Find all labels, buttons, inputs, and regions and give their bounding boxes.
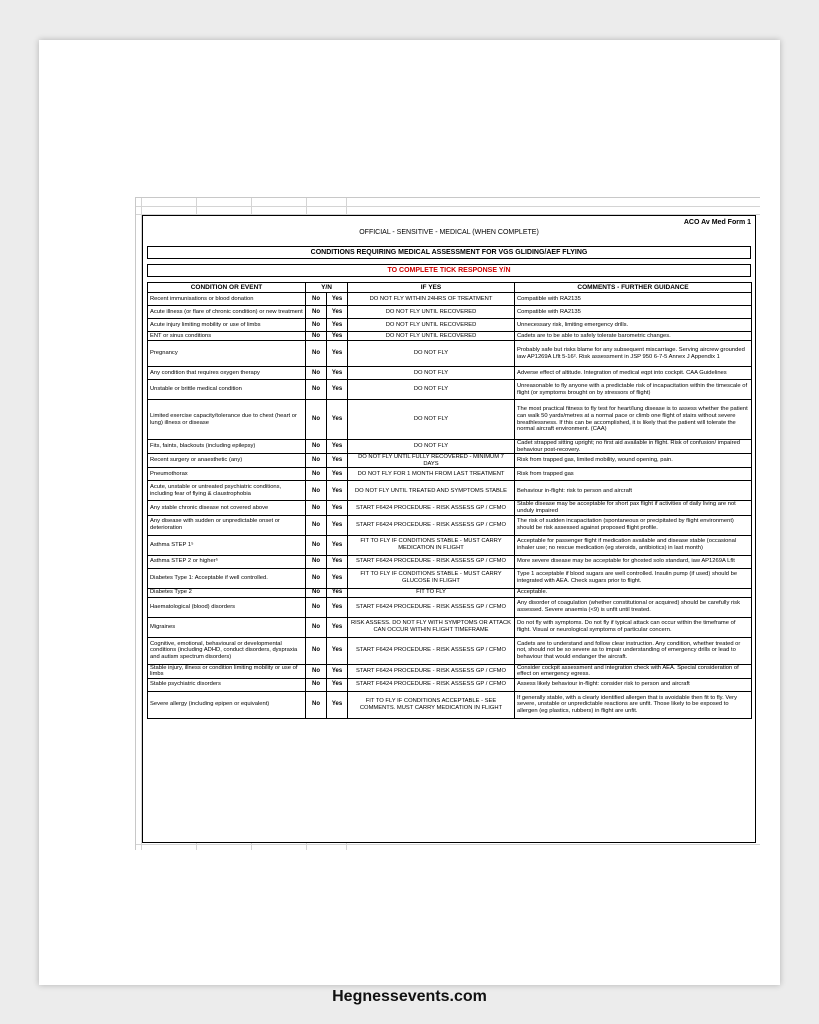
classification-label: OFFICIAL - SENSITIVE - MEDICAL (WHEN COMPLETE) [359, 229, 539, 236]
if-yes-cell: FIT TO FLY [348, 588, 515, 597]
if-yes-cell: DO NOT FLY UNTIL RECOVERED [348, 319, 515, 332]
if-yes-cell: DO NOT FLY [348, 440, 515, 454]
condition-cell: Limited exercise capacity/tolerance due to chest (heart or lung) illness or disease [148, 400, 306, 440]
no-checkbox[interactable]: No [306, 367, 327, 380]
yes-checkbox[interactable]: Yes [327, 555, 348, 568]
comments-cell: Adverse effect of altitude. Integration of medical eqpt into cockpit. CAA Guidelines [515, 367, 752, 380]
table-row [148, 367, 752, 380]
sheet-gridline [136, 844, 760, 845]
comments-cell: Unreasonable to fly anyone with a predictable risk of incapacitation within the timescale of flight (or symptoms brought on by stressors of flight) [515, 380, 752, 400]
if-yes-cell: DO NOT FLY FOR 1 MONTH FROM LAST TREATMENT [348, 468, 515, 481]
if-yes-cell: DO NOT FLY [348, 341, 515, 367]
table-header-row [148, 283, 752, 293]
yes-checkbox[interactable]: Yes [327, 367, 348, 380]
comments-cell: Do not fly with symptoms. Do not fly if typical attack can occur within the timeframe of flight. Visual or neurological symptoms of particular concern. [515, 617, 752, 637]
yes-checkbox[interactable]: Yes [327, 306, 348, 319]
no-checkbox[interactable]: No [306, 678, 327, 691]
table-row [148, 637, 752, 664]
table-row [148, 678, 752, 691]
no-checkbox[interactable]: No [306, 501, 327, 515]
yes-checkbox[interactable]: Yes [327, 293, 348, 306]
if-yes-cell: START F6424 PROCEDURE - RISK ASSESS GP / CFMO [348, 501, 515, 515]
yes-checkbox[interactable]: Yes [327, 588, 348, 597]
if-yes-cell: RISK ASSESS. DO NOT FLY WITH SYMPTOMS OR ATTACK CAN OCCUR WITHIN FLIGHT TIMEFRAME [348, 617, 515, 637]
comments-cell: Consider cockpit assessment and integration check with AEA. Special consideration of effect on emergency egress. [515, 664, 752, 678]
yes-checkbox[interactable]: Yes [327, 617, 348, 637]
if-yes-cell: START F6424 PROCEDURE - RISK ASSESS GP / CFMO [348, 515, 515, 535]
yes-checkbox[interactable]: Yes [327, 341, 348, 367]
comments-cell: Assess likely behaviour in-flight: consider risk to person and aircraft [515, 678, 752, 691]
condition-cell: Asthma STEP 1⁵ [148, 535, 306, 555]
table-row [148, 515, 752, 535]
comments-cell: Compatible with RA2135 [515, 306, 752, 319]
comments-cell: More severe disease may be acceptable for ghosted solo standard, iaw AP1269A Lflt [515, 555, 752, 568]
condition-cell: Any stable chronic disease not covered above [148, 501, 306, 515]
comments-cell: Cadets are to be able to safely tolerate barometric changes. [515, 332, 752, 341]
condition-cell: Severe allergy (including epipen or equivalent) [148, 691, 306, 718]
no-checkbox[interactable]: No [306, 555, 327, 568]
table-row [148, 440, 752, 454]
comments-cell: Risk from trapped gas, limited mobility, wound opening, pain. [515, 454, 752, 468]
condition-cell: Any disease with sudden or unpredictable onset or deterioration [148, 515, 306, 535]
if-yes-cell: DO NOT FLY UNTIL FULLY RECOVERED - MINIMUM 7 DAYS [348, 454, 515, 468]
no-checkbox[interactable]: No [306, 481, 327, 501]
yes-checkbox[interactable]: Yes [327, 481, 348, 501]
header-if-yes: IF YES [348, 283, 515, 293]
if-yes-cell: START F6424 PROCEDURE - RISK ASSESS GP / CFMO [348, 678, 515, 691]
comments-cell: Risk from trapped gas [515, 468, 752, 481]
if-yes-cell: DO NOT FLY WITHIN 24HRS OF TREATMENT [348, 293, 515, 306]
yes-checkbox[interactable]: Yes [327, 319, 348, 332]
yes-checkbox[interactable]: Yes [327, 440, 348, 454]
conditions-table [147, 282, 752, 719]
no-checkbox[interactable]: No [306, 332, 327, 341]
condition-cell: Acute injury limiting mobility or use of limbs [148, 319, 306, 332]
if-yes-cell: START F6424 PROCEDURE - RISK ASSESS GP / CFMO [348, 597, 515, 617]
table-row [148, 691, 752, 718]
if-yes-cell: DO NOT FLY UNTIL TREATED AND SYMPTOMS STABLE [348, 481, 515, 501]
sheet-gridline [136, 206, 760, 207]
no-checkbox[interactable]: No [306, 293, 327, 306]
table-row [148, 555, 752, 568]
if-yes-cell: FIT TO FLY IF CONDITIONS ACCEPTABLE - SEE COMMENTS. MUST CARRY MEDICATION IN FLIGHT [348, 691, 515, 718]
yes-checkbox[interactable]: Yes [327, 332, 348, 341]
no-checkbox[interactable]: No [306, 306, 327, 319]
no-checkbox[interactable]: No [306, 588, 327, 597]
table-row [148, 293, 752, 306]
table-row [148, 501, 752, 515]
table-row [148, 454, 752, 468]
table-row [148, 341, 752, 367]
comments-cell: Probably safe but risks blame for any subsequent miscarriage. Serving aircrew grounded iaw AP1269A Lflt 5-16². Risk assessment in JSP 950 6-7-5 Annex J Appendix 1 [515, 341, 752, 367]
no-checkbox[interactable]: No [306, 568, 327, 588]
table-row [148, 400, 752, 440]
comments-cell: Stable disease may be acceptable for short pax flight if activities of daily living are not unduly impaired [515, 501, 752, 515]
condition-cell: ENT or sinus conditions [148, 332, 306, 341]
condition-cell: Cognitive, emotional, behavioural or developmental conditions (including ADHD, conduct disorders, dyspraxia and autism spectrum disorders) [148, 637, 306, 664]
condition-cell: Pregnancy [148, 341, 306, 367]
if-yes-cell: START F6424 PROCEDURE - RISK ASSESS GP / CFMO [348, 664, 515, 678]
if-yes-cell: DO NOT FLY UNTIL RECOVERED [348, 332, 515, 341]
site-watermark: Hegnessevents.com [332, 988, 487, 1005]
if-yes-cell: FIT TO FLY IF CONDITIONS STABLE - MUST CARRY GLUCOSE IN FLIGHT [348, 568, 515, 588]
no-checkbox[interactable]: No [306, 440, 327, 454]
table-row [148, 535, 752, 555]
comments-cell: The risk of sudden incapacitation (spontaneous or precipitated by flight environment) should be risk assessed against proposed flight profile. [515, 515, 752, 535]
yes-checkbox[interactable]: Yes [327, 468, 348, 481]
condition-cell: Acute, unstable or untreated psychiatric conditions, including fear of flying & claustrophobia [148, 481, 306, 501]
comments-cell: If generally stable, with a clearly identified allergen that is avoidable then fit to fly. Very severe, unstable or unpredictable reactions are unfit. Those likely to be exposed to allergen (eg plastics, rubbers) in flight are unfit. [515, 691, 752, 718]
no-checkbox[interactable]: No [306, 617, 327, 637]
paper-page [39, 40, 780, 985]
table-row [148, 588, 752, 597]
table-row [148, 568, 752, 588]
table-row [148, 468, 752, 481]
comments-cell: Behaviour in-flight: risk to person and aircraft [515, 481, 752, 501]
header-comments: COMMENTS - FURTHER GUIDANCE [515, 283, 752, 293]
comments-cell: Acceptable. [515, 588, 752, 597]
if-yes-cell: FIT TO FLY IF CONDITIONS STABLE - MUST CARRY MEDICATION IN FLIGHT [348, 535, 515, 555]
condition-cell: Fits, faints, blackouts (including epilepsy) [148, 440, 306, 454]
form-number: ACO Av Med Form 1 [683, 219, 751, 226]
condition-cell: Migraines [148, 617, 306, 637]
condition-cell: Unstable or brittle medical condition [148, 380, 306, 400]
table-row [148, 617, 752, 637]
comments-cell: Any disorder of coagulation (whether constitutional or acquired) should be carefully risk assessed. Severe anaemia (<9) is unfit until treated. [515, 597, 752, 617]
condition-cell: Pneumothorax [148, 468, 306, 481]
tick-instruction: TO COMPLETE TICK RESPONSE Y/N [147, 264, 751, 277]
condition-cell: Recent surgery or anaesthetic (any) [148, 454, 306, 468]
comments-cell: Cadet strapped sitting upright; no first aid available in flight. Risk of confusion/ impaired behaviour post-recovery. [515, 440, 752, 454]
yes-checkbox[interactable]: Yes [327, 454, 348, 468]
yes-checkbox[interactable]: Yes [327, 664, 348, 678]
header-yn: Y/N [306, 283, 348, 293]
if-yes-cell: DO NOT FLY UNTIL RECOVERED [348, 306, 515, 319]
no-checkbox[interactable]: No [306, 664, 327, 678]
comments-cell: Acceptable for passenger flight if medication available and disease stable (occasional inhaler use; no rescue medication (eg steroids, antibiotics) in last month) [515, 535, 752, 555]
condition-cell: Haematological (blood) disorders [148, 597, 306, 617]
yes-checkbox[interactable]: Yes [327, 597, 348, 617]
if-yes-cell: START F6424 PROCEDURE - RISK ASSESS GP / CFMO [348, 555, 515, 568]
comments-cell: The most practical fitness to fly test for heart/lung disease is to assess whether the patient can walk 50 yards/metres at a normal pace or climb one flight of stairs without severe breathlessness. If this can be accomplished, it is likely that the patient will tolerate the normal aircraft environment. (CAA) [515, 400, 752, 440]
table-row [148, 597, 752, 617]
yes-checkbox[interactable]: Yes [327, 568, 348, 588]
no-checkbox[interactable]: No [306, 597, 327, 617]
yes-checkbox[interactable]: Yes [327, 691, 348, 718]
no-checkbox[interactable]: No [306, 380, 327, 400]
if-yes-cell: DO NOT FLY [348, 367, 515, 380]
yes-checkbox[interactable]: Yes [327, 400, 348, 440]
condition-cell: Stable psychiatric disorders [148, 678, 306, 691]
no-checkbox[interactable]: No [306, 535, 327, 555]
if-yes-cell: DO NOT FLY [348, 380, 515, 400]
comments-cell: Type 1 acceptable if blood sugars are well controlled. Insulin pump (if used) should be integrated with AEA. Check sugars prior to flight. [515, 568, 752, 588]
spreadsheet-sheet [135, 197, 760, 850]
condition-cell: Recent immunisations or blood donation [148, 293, 306, 306]
comments-cell: Unnecessary risk, limiting emergency drills. [515, 319, 752, 332]
condition-cell: Diabetes Type 2 [148, 588, 306, 597]
no-checkbox[interactable]: No [306, 400, 327, 440]
table-row [148, 380, 752, 400]
yes-checkbox[interactable]: Yes [327, 501, 348, 515]
table-row [148, 306, 752, 319]
medical-form [142, 215, 756, 843]
table-row [148, 481, 752, 501]
condition-cell: Stable injury, illness or condition limiting mobility or use of limbs [148, 664, 306, 678]
condition-cell: Acute illness (or flare of chronic condition) or new treatment [148, 306, 306, 319]
condition-cell: Asthma STEP 2 or higher⁵ [148, 555, 306, 568]
table-row [148, 664, 752, 678]
table-row [148, 319, 752, 332]
no-checkbox[interactable]: No [306, 468, 327, 481]
comments-cell: Cadets are to understand and follow clear instruction. Any condition, whether treated or not, should not be so severe as to impair understanding of emergency drills or lead to behaviour that would endanger the aircraft. [515, 637, 752, 664]
table-row [148, 332, 752, 341]
header-condition: CONDITION OR EVENT [148, 283, 306, 293]
if-yes-cell: START F6424 PROCEDURE - RISK ASSESS GP / CFMO [348, 637, 515, 664]
condition-cell: Diabetes Type 1: Acceptable if well controlled. [148, 568, 306, 588]
yes-checkbox[interactable]: Yes [327, 535, 348, 555]
no-checkbox[interactable]: No [306, 691, 327, 718]
table-body [148, 293, 752, 719]
form-title: CONDITIONS REQUIRING MEDICAL ASSESSMENT FOR VGS GLIDING/AEF FLYING [147, 246, 751, 259]
no-checkbox[interactable]: No [306, 319, 327, 332]
no-checkbox[interactable]: No [306, 637, 327, 664]
yes-checkbox[interactable]: Yes [327, 515, 348, 535]
yes-checkbox[interactable]: Yes [327, 637, 348, 664]
comments-cell: Compatible with RA2135 [515, 293, 752, 306]
yes-checkbox[interactable]: Yes [327, 678, 348, 691]
if-yes-cell: DO NOT FLY [348, 400, 515, 440]
no-checkbox[interactable]: No [306, 454, 327, 468]
condition-cell: Any condition that requires oxygen therapy [148, 367, 306, 380]
no-checkbox[interactable]: No [306, 515, 327, 535]
no-checkbox[interactable]: No [306, 341, 327, 367]
yes-checkbox[interactable]: Yes [327, 380, 348, 400]
